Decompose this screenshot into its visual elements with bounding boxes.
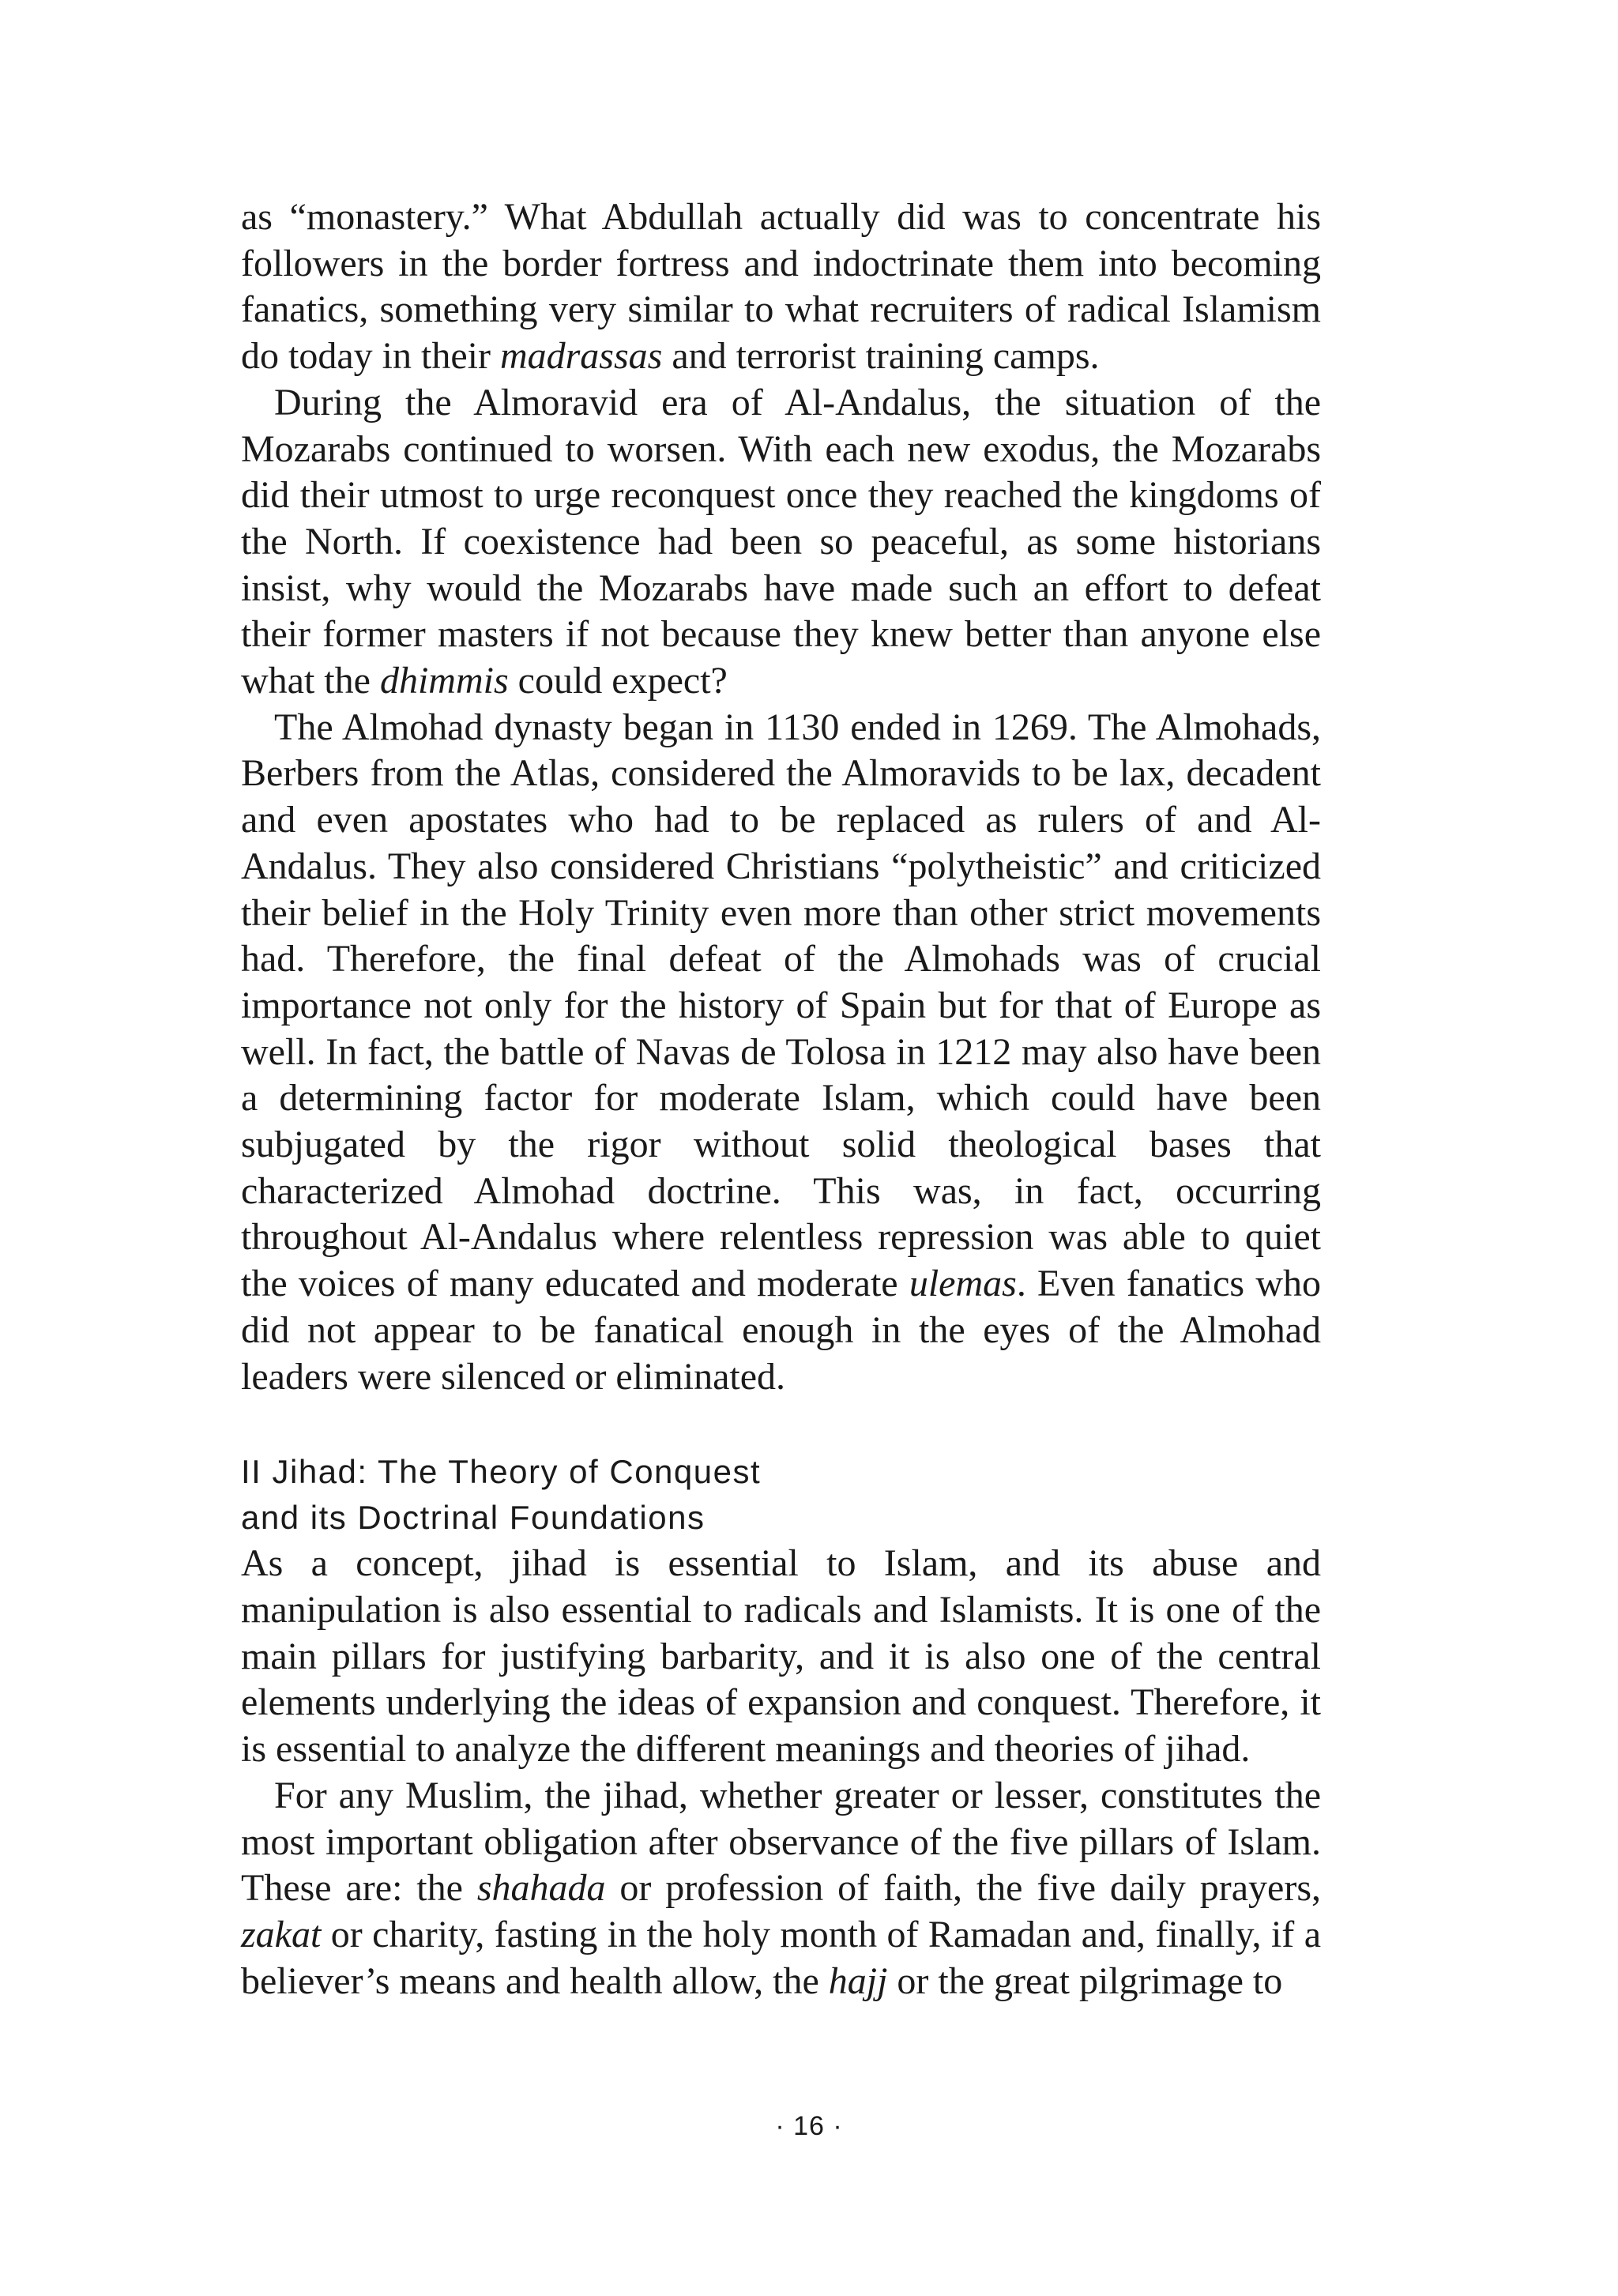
section-heading — [241, 1449, 1321, 1541]
paragraph-4: As a concept, jihad is essential to Islam, and its abuse and manipulation is also essential to radicals and Islamists. It is one of the main pillars for justifying barbarity, and it is also one of the central elements underlying the ideas of expansion and conquest. Therefore, it is essential to analyze the different meanings and theories of jihad. — [241, 1542, 1321, 1771]
paragraph-2: During the Almoravid era of Al-Andalus, the situation of the Mozarabs continued to worsen. With each new exodus, the Mozarabs did their utmost to urge reconquest once they reached the kingdoms of the North. If coexistence had been so peaceful, as some historians insist, why would the Mozarabs have made such an effort to defeat their former masters if not because they knew better than anyone else what the dhimmis could expect? — [241, 381, 1321, 702]
page-content — [241, 194, 1321, 2004]
section-heading-line-1: II Jihad: The Theory of Conquest — [241, 1453, 762, 1491]
section-heading-line-2: and its Doctrinal Foundations — [241, 1499, 706, 1537]
body-text-top — [241, 194, 1321, 1400]
paragraph-1: as “monastery.” What Abdullah actually did was to concentrate his followers in the border fortress and indoctrinate them into becoming fanatics, something very similar to what recruiters of radical Islamism do today in their madrassas and terrorist training camps. — [241, 196, 1321, 378]
paragraph-3: The Almohad dynasty began in 1130 ended in 1269. The Almohads, Berbers from the Atlas, considered the Almoravids to be lax, decadent and even apostates who had to be replaced as rulers of and Al-Andalus. They also considered Christians “polytheistic” and criticized their belief in the Holy Trinity even more than other strict movements had. Therefore, the final defeat of the Almohads was of crucial importance not only for the history of Spain but for that of Europe as well. In fact, the battle of Navas de Tolosa in 1212 may also have been a determining factor for moderate Islam, which could have been subjugated by the rigor without solid theological bases that characterized Almohad doctrine. This was, in fact, occurring throughout Al-Andalus where relentless repression was able to quiet the voices of many educated and moderate ulemas. Even fanatics who did not appear to be fanatical enough in the eyes of the Almohad leaders were silenced or eliminated. — [241, 706, 1321, 1398]
body-text-bottom — [241, 1541, 1321, 2004]
page-number: · 16 · — [775, 2111, 843, 2141]
paragraph-5: For any Muslim, the jihad, whether greater or lesser, constitutes the most important obligation after observance of the five pillars of Islam. These are: the shahada or profession of faith, the five daily prayers, zakat or charity, fasting in the holy month of Ramadan and, finally, if a believer’s means and health allow, the hajj or the great pilgrimage to — [241, 1774, 1321, 2002]
